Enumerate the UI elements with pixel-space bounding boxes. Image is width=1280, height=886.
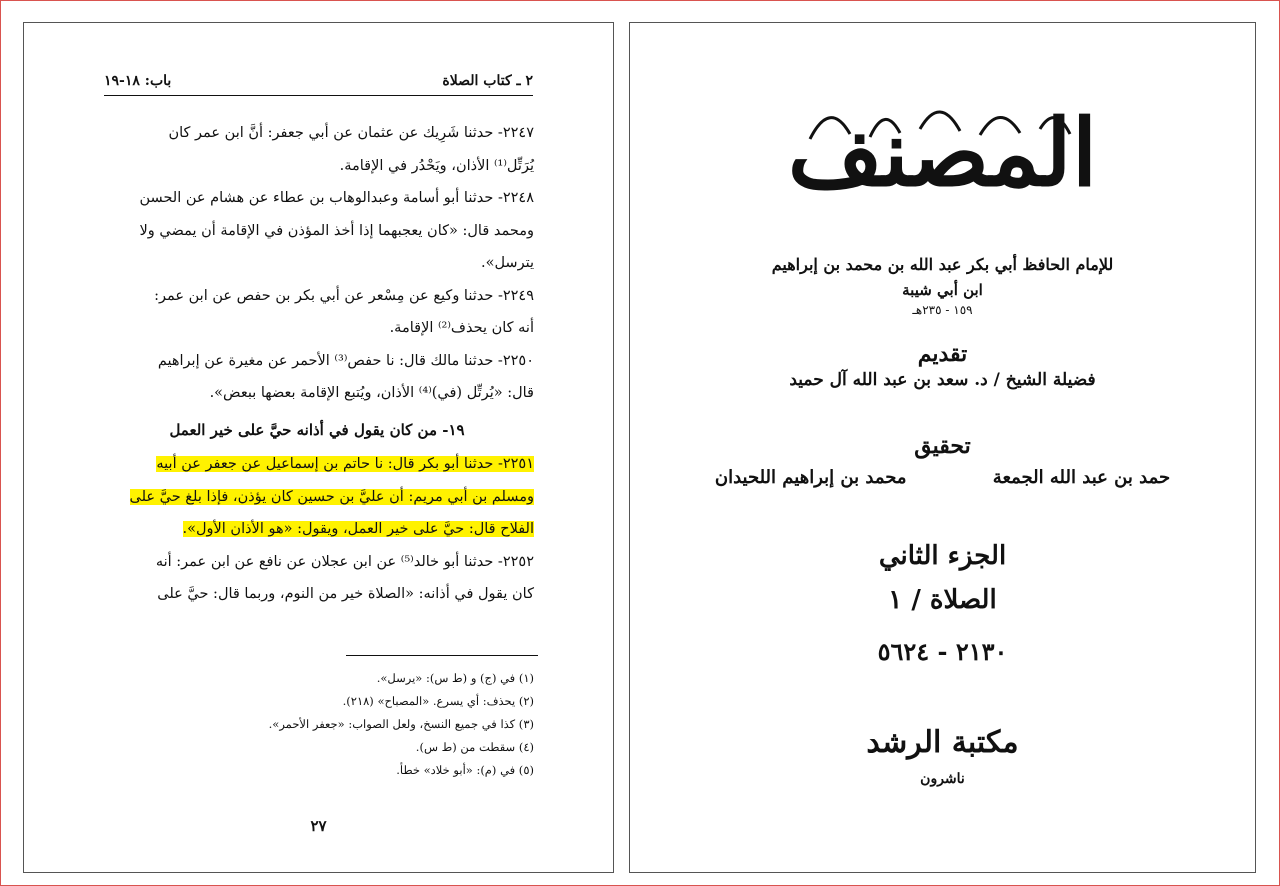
hadith-range: ٢١٣٠ - ٥٦٢٤ xyxy=(877,637,1008,666)
book-title: المصنف xyxy=(787,99,1098,207)
hadith-2248 xyxy=(100,182,534,280)
hadith-2251-highlighted xyxy=(100,448,534,546)
hadith-2252 xyxy=(100,546,534,611)
volume-label: الجزء الثاني xyxy=(878,541,1007,571)
editing-label: تحقيق xyxy=(914,433,971,459)
footnotes xyxy=(100,667,534,782)
text-line: ٢٢٥٠- حدثنا مالك قال: نا حفص⁽³⁾ الأحمر عن مغيرة عن إبراهيم xyxy=(157,352,534,369)
footnote-divider xyxy=(346,655,538,656)
hadith-2247 xyxy=(100,117,534,182)
publisher-logo: مكتبة الرشد xyxy=(866,725,1019,760)
text-line: قال: «يُرتِّل (في)⁽⁴⁾ الأذان، ويُتبع الإقامة بعضها ببعض». xyxy=(209,385,534,401)
editor-2: محمد بن إبراهيم اللحيدان xyxy=(714,467,907,488)
running-head xyxy=(104,69,533,96)
author-dates: ١٥٩ - ٢٣٥هـ xyxy=(912,303,973,317)
body-text xyxy=(100,117,534,611)
text-line: ٢٢٤٨- حدثنا أبو أسامة وعبدالوهاب بن عطاء عن هشام عن الحسن xyxy=(139,190,534,206)
introduction-label: تقديم xyxy=(917,341,968,367)
right-page xyxy=(629,22,1256,873)
text-line: يترسل». xyxy=(480,255,534,271)
highlighted-line: ٢٢٥١- حدثنا أبو بكر قال: نا حاتم بن إسماعيل عن جعفر عن أبيه xyxy=(156,456,534,472)
footnote-1: (١) في (ج) و (ط س): «يرسل». xyxy=(376,671,534,685)
text-line: ٢٢٤٩- حدثنا وكيع عن مِسْعر عن أبي بكر بن حفص عن ابن عمر: xyxy=(154,287,534,304)
text-line: يُرَتِّل⁽¹⁾ الأذان، ويَحْدُر في الإقامة. xyxy=(339,157,534,174)
highlighted-line: الفلاح قال: حيَّ على خير العمل، ويقول: «هو الأذان الأول». xyxy=(182,521,534,537)
text-line: ٢٢٤٧- حدثنا شَرِيك عن عثمان عن أبي جعفر: أنَّ ابن عمر كان xyxy=(168,125,534,141)
hadith-2249 xyxy=(100,280,534,345)
running-head-book: ٢ ـ كتاب الصلاة xyxy=(442,73,533,89)
editors xyxy=(630,467,1255,488)
page-number: ٢٧ xyxy=(310,817,327,835)
footnote-3: (٣) كذا في جميع النسخ، ولعل الصواب: «جعفر الأحمر». xyxy=(268,717,534,731)
text-line: كان يقول في أذانه: «الصلاة خير من النوم، وربما قال: حيَّ على xyxy=(157,586,534,602)
footnote-2: (٢) يحذف: أي يسرع. «المصباح» (٢١٨). xyxy=(342,694,534,708)
section-label: الصلاة / ١ xyxy=(888,585,997,615)
text-line: ٢٢٥٢- حدثنا أبو خالد⁽⁵⁾ عن ابن عجلان عن نافع عن ابن عمر: أنه xyxy=(155,553,534,570)
running-head-chapter: باب: ١٨-١٩ xyxy=(104,73,172,89)
text-line: أنه كان يحذف⁽²⁾ الإقامة. xyxy=(389,320,534,336)
publisher-subtitle: ناشرون xyxy=(920,771,965,787)
text-line: ومحمد قال: «كان يعجبهما إذا أخذ المؤذن في الإقامة أن يمضي ولا xyxy=(139,222,534,239)
author-line-2: ابن أبي شيبة xyxy=(902,281,983,299)
left-page xyxy=(23,22,614,873)
highlighted-line: ومسلم بن أبي مريم: أن عليَّ بن حسين كان يؤذن، فإذا بلغ حيَّ على xyxy=(129,488,534,505)
hadith-2250 xyxy=(100,345,534,410)
chapter-heading: ١٩- من كان يقول في أذانه حيَّ على خير العمل xyxy=(169,420,465,439)
author-line-1: للإمام الحافظ أبي بكر عبد الله بن محمد بن إبراهيم xyxy=(771,255,1114,274)
footnote-5: (٥) في (م): «أبو خلاد» خطأ. xyxy=(396,763,534,777)
introduction-name: فضيلة الشيخ / د. سعد بن عبد الله آل حميد xyxy=(789,370,1096,390)
editor-1: حمد بن عبد الله الجمعة xyxy=(992,467,1171,488)
footnote-4: (٤) سقطت من (ط س). xyxy=(415,740,534,754)
